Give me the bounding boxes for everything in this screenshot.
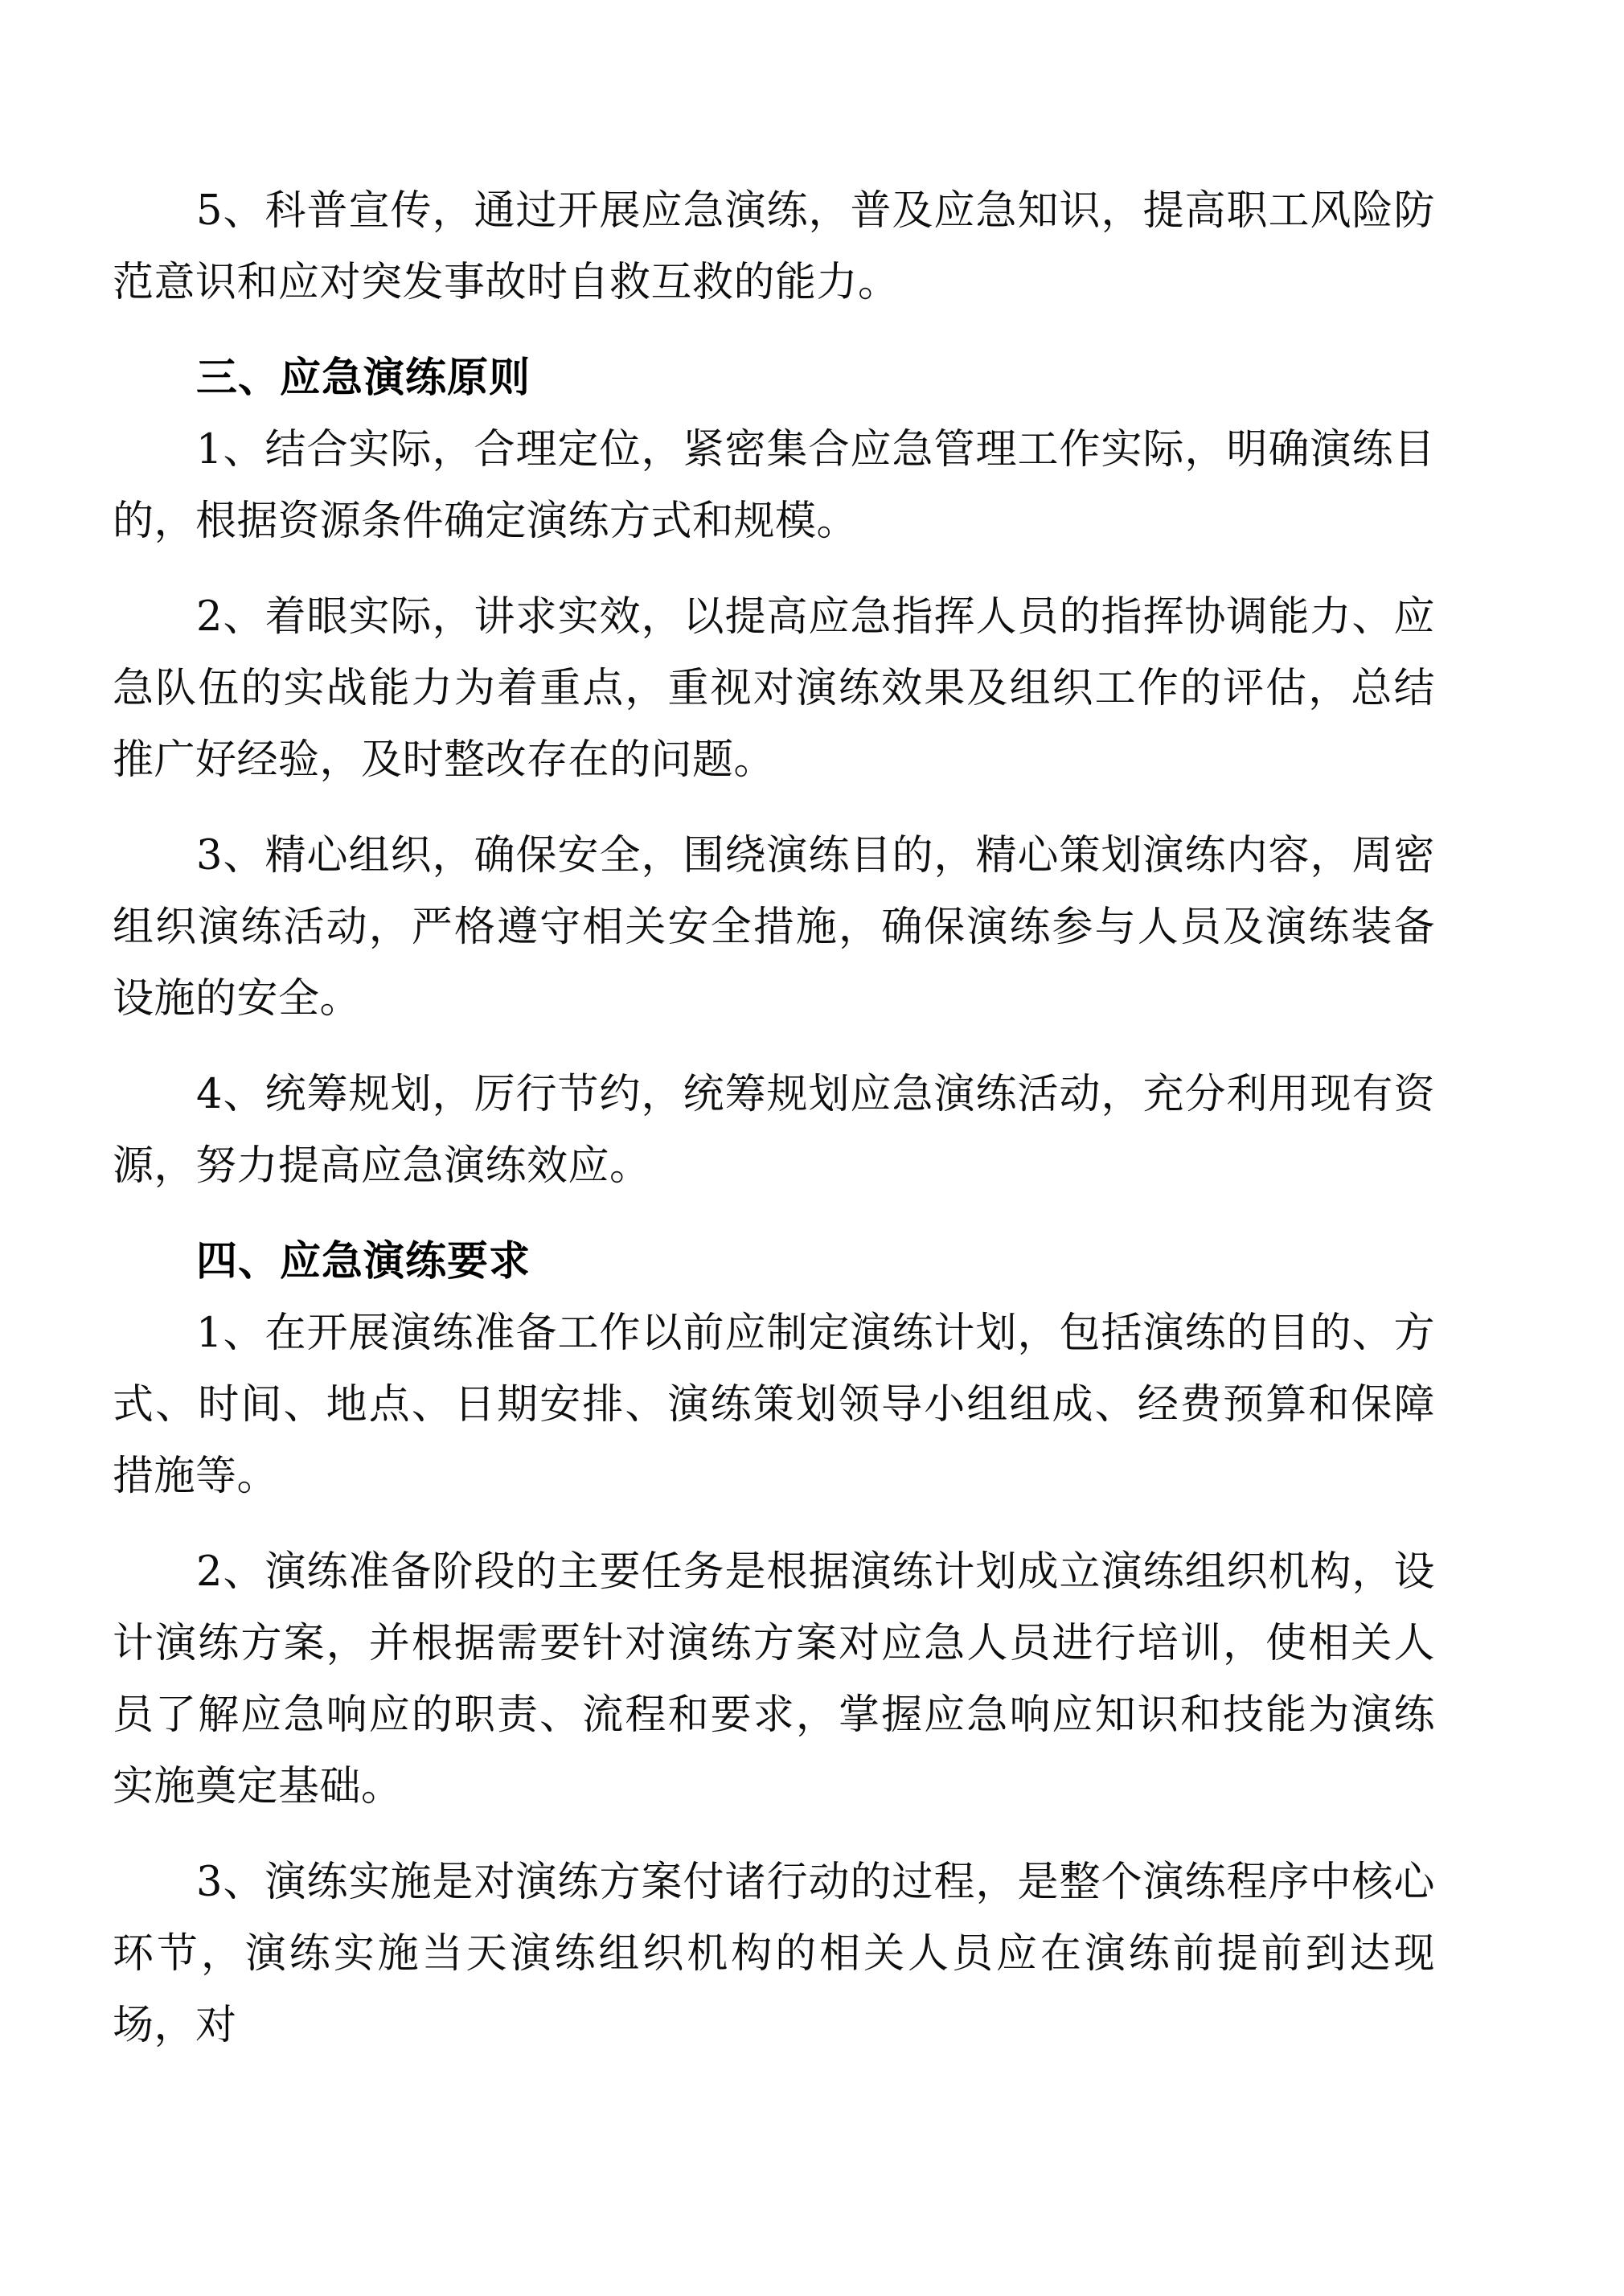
document-body	[113, 175, 1435, 2061]
paragraph-requirement-3: 3、演练实施是对演练方案付诸行动的过程，是整个演练程序中核心环节，演练实施当天演练组织机构的相关人员应在演练前提前到达现场，对	[113, 1859, 1435, 2049]
paragraph-principle-4: 4、统筹规划，厉行节约，统筹规划应急演练活动，充分利用现有资源，努力提高应急演练效应。	[113, 1071, 1435, 1190]
heading-section-three: 三、应急演练原则	[196, 355, 531, 402]
paragraph-requirement-2: 2、演练准备阶段的主要任务是根据演练计划成立演练组织机构，设计演练方案，并根据需要针对演练方案对应急人员进行培训，使相关人员了解应急响应的职责、流程和要求，掌握应急响应知识和技能为演练实施奠定基础。	[113, 1548, 1435, 1810]
heading-section-four: 四、应急演练要求	[196, 1238, 531, 1285]
paragraph-requirement-1: 1、在开展演练准备工作以前应制定演练计划，包括演练的目的、方式、时间、地点、日期安排、演练策划领导小组组成、经费预算和保障措施等。	[113, 1310, 1435, 1500]
paragraph-principle-1: 1、结合实际，合理定位，紧密集合应急管理工作实际，明确演练目的，根据资源条件确定演练方式和规模。	[113, 426, 1435, 545]
paragraph-item-5-science-popularization: 5、科普宣传，通过开展应急演练，普及应急知识，提高职工风险防范意识和应对突发事故时自救互救的能力。	[113, 187, 1435, 306]
paragraph-principle-2: 2、着眼实际，讲求实效，以提高应急指挥人员的指挥协调能力、应急队伍的实战能力为着重点，重视对演练效果及组织工作的评估，总结推广好经验，及时整改存在的问题。	[113, 593, 1435, 784]
paragraph-principle-3: 3、精心组织，确保安全，围绕演练目的，精心策划演练内容，周密组织演练活动，严格遵守相关安全措施，确保演练参与人员及演练装备设施的安全。	[113, 832, 1435, 1023]
